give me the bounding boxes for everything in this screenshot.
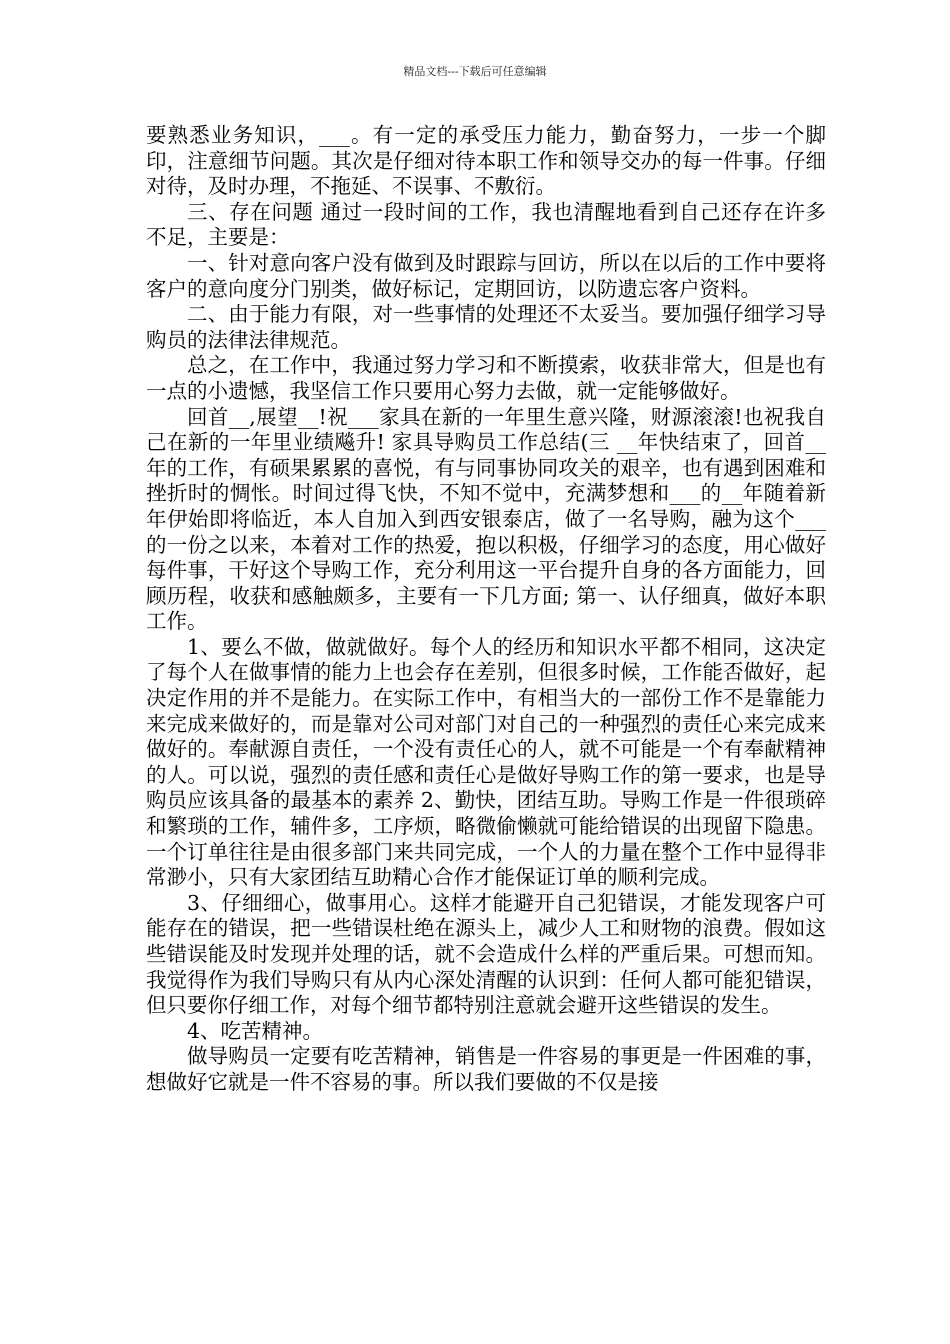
- paragraph: 做导购员一定要有吃苦精神，销售是一件容易的事更是一件困难的事，想做好它就是一件不容易的事。所以我们要做的不仅是接: [146, 1044, 826, 1094]
- document-body: [146, 123, 826, 1096]
- paragraph: 三、存在问题 通过一段时间的工作，我也清醒地看到自己还存在许多不足，主要是：: [146, 199, 826, 250]
- paragraph: 回首__,展望__!祝___家具在新的一年里生意兴隆，财源滚滚!也祝我自己在新的一年里业绩飚升! 家具导购员工作总结(三 __年快结束了，回首__年的工作，有硕果累累的喜悦，有与同事协同攻关的艰辛，也有遇到困难和挫折时的惆怅。时间过得飞快，不知不觉中，充满梦想和___的__年随着新年伊始即将临近，本人自加入到西安银泰店，做了一名导购，融为这个___的一份之以来，本着对工作的热爱，抱以积极，仔细学习的态度，用心做好每件事，干好这个导购工作，充分利用这一平台提升自身的各方面能力，回顾历程，收获和感触颇多，主要有一下几方面; 第一、认仔细真，做好本职工作。: [146, 404, 826, 634]
- paragraph: 1、要么不做，做就做好。每个人的经历和知识水平都不相同，这决定了每个人在做事情的能力上也会存在差别，但很多时候，工作能否做好，起决定作用的并不是能力。在实际工作中，有相当大的一部份工作不是靠能力来完成来做好的，而是靠对公司对部门对自己的一种强烈的责任心来完成来做好的。奉献源自责任，一个没有责任心的人，就不可能是一个有奉献精神的人。可以说，强烈的责任感和责任心是做好导购工作的第一要求，也是导购员应该具备的最基本的素养 2、勤快，团结互助。导购工作是一件很琐碎和繁琐的工作，辅件多，工序烦，略微偷懒就可能给错误的出现留下隐患。一个订单往往是由很多部门来共同完成，一个人的力量在整个工作中显得非常渺小，只有大家团结互助精心合作才能保证订单的顺利完成。: [146, 634, 826, 890]
- paragraph: 要熟悉业务知识，___。有一定的承受压力能力，勤奋努力，一步一个脚印，注意细节问题。其次是仔细对待本职工作和领导交办的每一件事。仔细对待，及时办理，不拖延、不误事、不敷衍。: [146, 123, 826, 199]
- paragraph: 3、仔细细心，做事用心。这样才能避开自己犯错误，才能发现客户可能存在的错误，把一些错误杜绝在源头上，减少人工和财物的浪费。假如这些错误能及时发现并处理的话，就不会造成什么样的严重后果。可想而知。我觉得作为我们导购只有从内心深处清醒的认识到：任何人都可能犯错误，但只要你仔细工作，对每个细节都特别注意就会避开这些错误的发生。: [146, 890, 826, 1018]
- paragraph: 4、吃苦精神。: [187, 1018, 324, 1043]
- paragraph: 二、由于能力有限，对一些事情的处理还不太妥当。要加强仔细学习导购员的法律法律规范。: [146, 302, 826, 352]
- paragraph: 总之，在工作中，我通过努力学习和不断摸索，收获非常大，但是也有一点的小遗憾，我坚信工作只要用心努力去做，就一定能够做好。: [146, 353, 826, 403]
- page-header: 精品文档---下载后可任意编辑: [403, 65, 547, 78]
- paragraph: 一、针对意向客户没有做到及时跟踪与回访，所以在以后的工作中要将客户的意向度分门别类，做好标记，定期回访，以防遗忘客户资料。: [146, 250, 826, 301]
